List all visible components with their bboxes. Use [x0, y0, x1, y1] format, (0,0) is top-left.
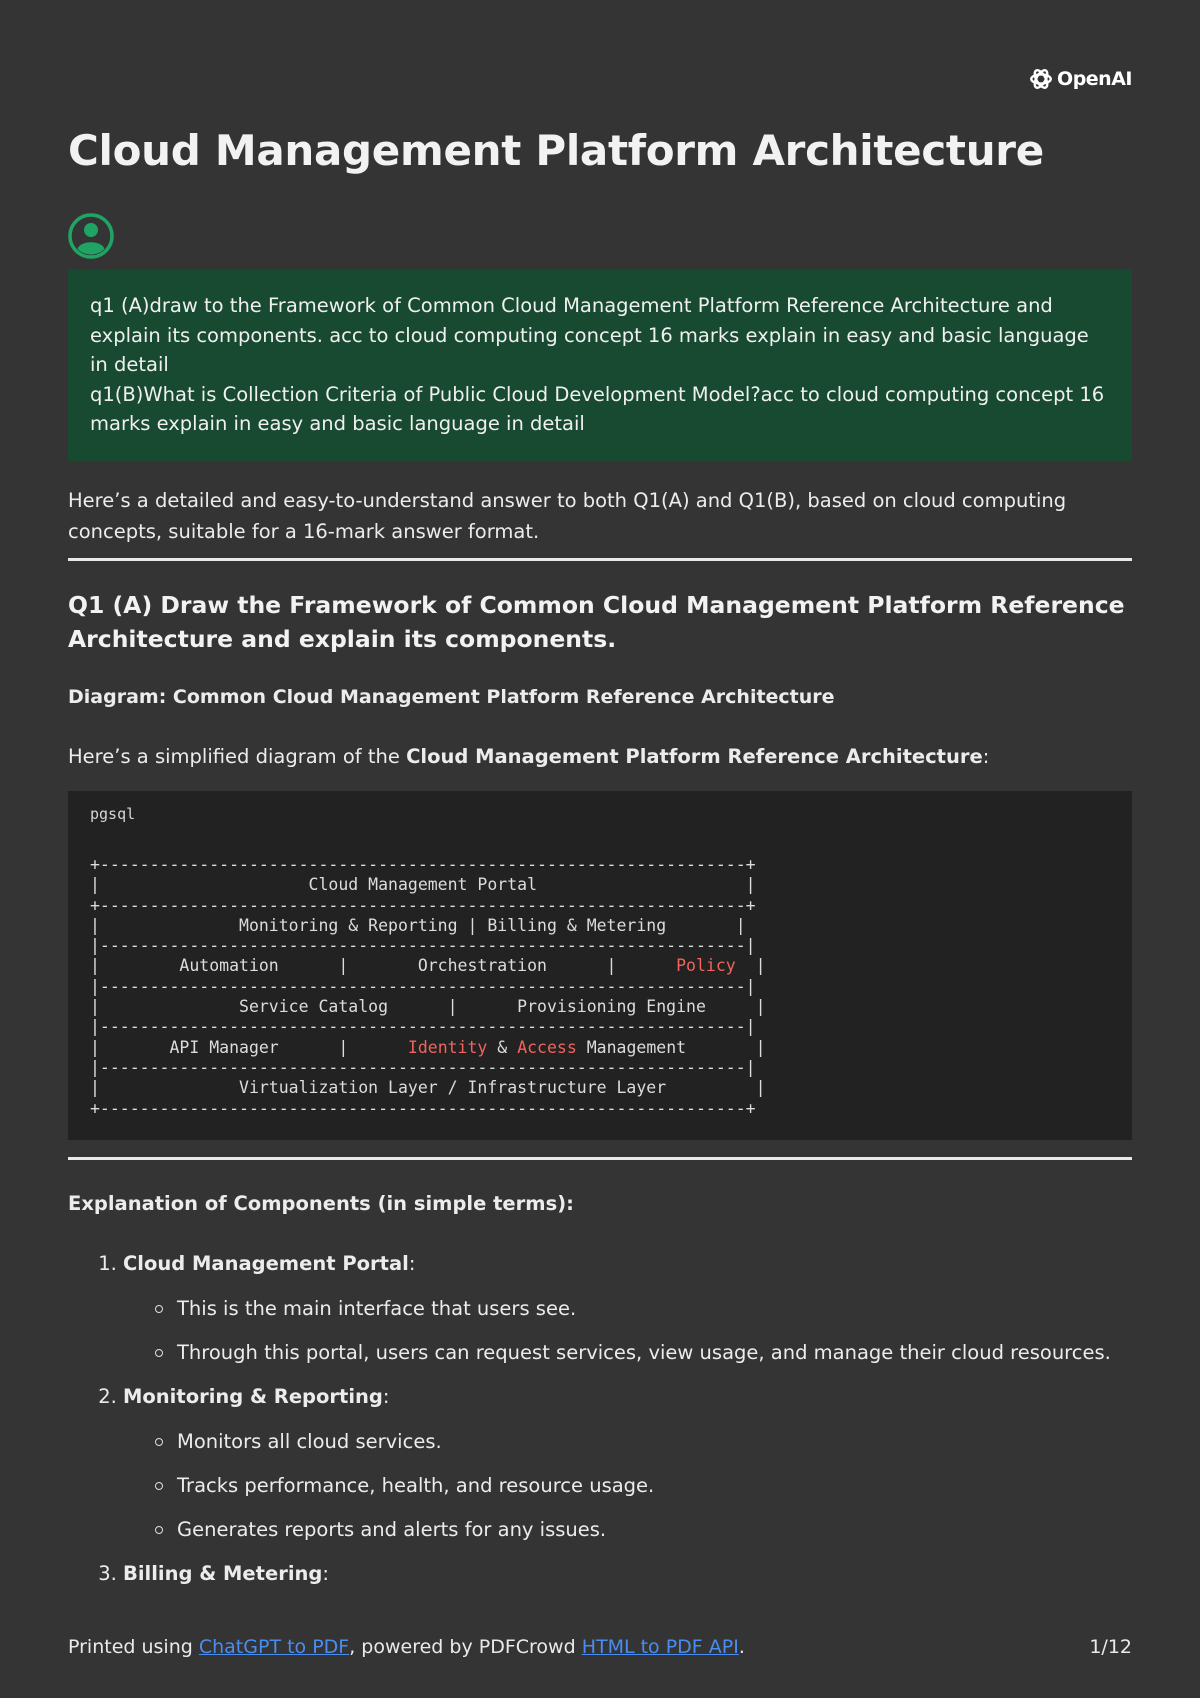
user-avatar-icon — [68, 213, 114, 259]
diagram-intro-bold: Cloud Management Platform Reference Architecture — [406, 745, 983, 768]
component-points — [123, 1426, 1132, 1545]
answer-intro: Here’s a detailed and easy-to-understand answer to both Q1(A) and Q1(B), based on cloud computing concepts, suitable for a 16-mark answer format. — [68, 489, 1067, 543]
user-prompt-bubble — [68, 269, 1132, 461]
section-heading-q1a: Q1 (A) Draw the Framework of Common Cloud Management Platform Reference Architecture and explain its components. — [68, 591, 1125, 653]
component-points — [123, 1293, 1132, 1368]
html-to-pdf-api-link[interactable]: HTML to PDF API — [581, 1636, 739, 1658]
print-footer — [68, 1636, 1132, 1658]
component-item: 3. Billing & Metering: — [123, 1558, 1132, 1589]
component-title: Cloud Management Portal — [123, 1252, 409, 1275]
explanation-heading: Explanation of Components (in simple terms): — [68, 1192, 574, 1215]
component-title: Monitoring & Reporting — [123, 1385, 383, 1408]
component-point: Tracks performance, health, and resource usage. — [177, 1470, 1132, 1501]
openai-logo — [1028, 66, 1132, 92]
footer-suffix: . — [738, 1636, 745, 1658]
component-point: Monitors all cloud services. — [177, 1426, 1132, 1457]
code-block — [68, 791, 1132, 1140]
footer-prefix: Printed using — [68, 1636, 199, 1658]
diagram-heading: Diagram: Common Cloud Management Platform Reference Architecture — [68, 686, 835, 708]
components-list — [68, 1248, 1132, 1589]
component-point: Generates reports and alerts for any issues. — [177, 1514, 1132, 1545]
component-title: Billing & Metering — [123, 1562, 323, 1585]
prompt-line-a: q1 (A)draw to the Framework of Common Cloud Management Platform Reference Architecture and explain its components. acc to cloud computing concept 16 marks explain in easy and basic language in detail — [90, 294, 1089, 376]
component-item: 2. Monitoring & Reporting: Monitors all cloud services. Tracks performance, health, and resource usage. Generates reports and alerts for any issues. — [123, 1381, 1132, 1545]
prompt-line-b: q1(B)What is Collection Criteria of Public Cloud Development Model?acc to cloud computing concept 16 marks explain in easy and basic language in detail — [90, 382, 1105, 435]
page-title: Cloud Management Platform Architecture — [68, 126, 1044, 175]
architecture-diagram-code: +-----------------------------------------------------------------+ | Cloud Management Portal | +-----------------------------------------------------------------+ | Monitoring & Reporting | Billing & Metering | |-----------------------------------------------------------------| | Automation | Orchestration | Policy | |-----------------------------------------------------------------| | Service Catalog | Provisioning Engine | |-----------------------------------------------------------------| | API Manager | Identity & Access Management | |-----------------------------------------------------------------| | Virtualization Layer / Infrastructure Layer | +-----------------------------------------------------------------+ — [90, 855, 766, 1118]
component-point: Through this portal, users can request services, view usage, and manage their cloud resources. — [177, 1337, 1132, 1368]
page-number: 1/12 — [1089, 1636, 1132, 1658]
openai-icon — [1028, 66, 1054, 92]
diagram-intro-prefix: Here’s a simplified diagram of the — [68, 745, 407, 768]
component-point: This is the main interface that users see. — [177, 1293, 1132, 1324]
component-item: 1. Cloud Management Portal: This is the main interface that users see. Through this portal, users can request services, view usage, and manage their cloud resources. — [123, 1248, 1132, 1368]
divider — [68, 1157, 1132, 1160]
chatgpt-to-pdf-link[interactable]: ChatGPT to PDF — [198, 1636, 350, 1658]
diagram-intro — [68, 745, 989, 768]
divider — [68, 558, 1132, 561]
footer-middle: , powered by PDFCrowd — [349, 1636, 582, 1658]
diagram-intro-suffix: : — [982, 745, 990, 768]
logo-text: OpenAI — [1057, 68, 1132, 90]
code-language-label: pgsql — [90, 805, 136, 823]
